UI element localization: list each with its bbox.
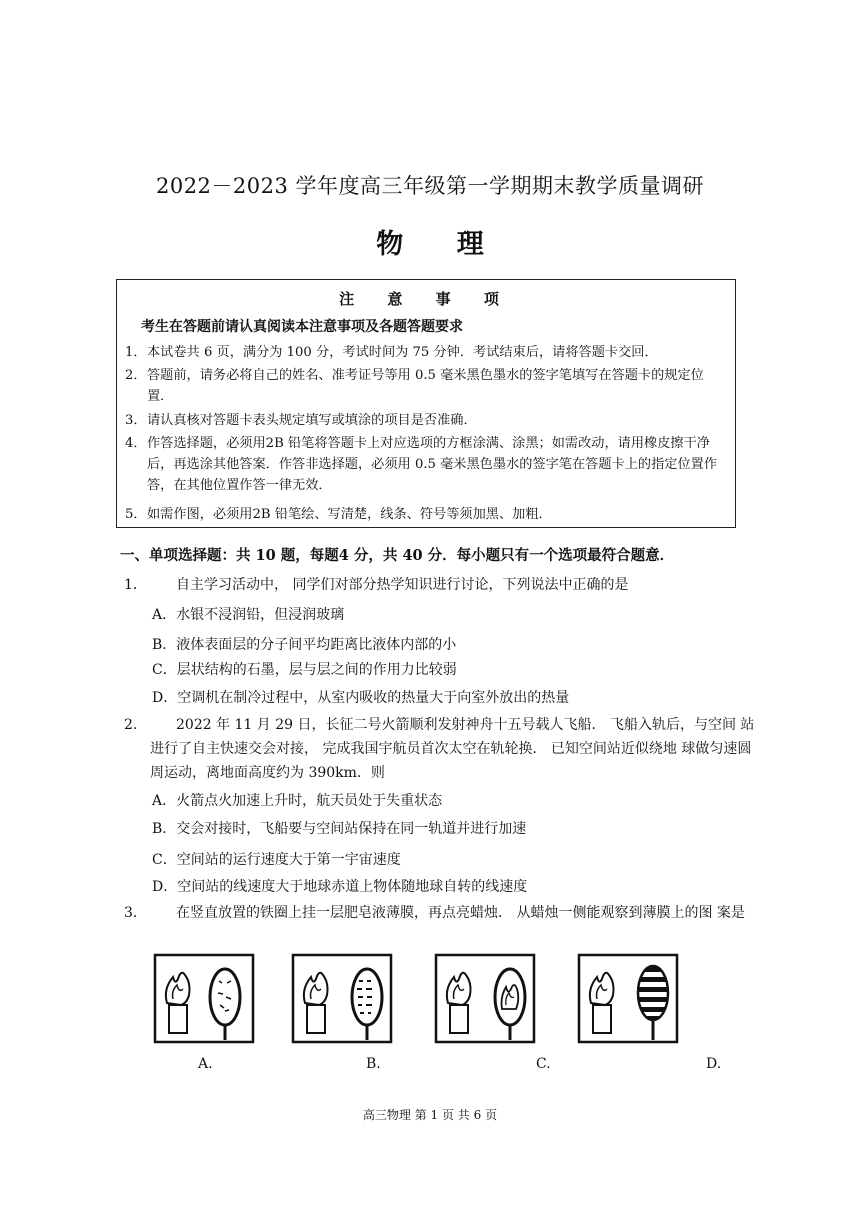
notice-heading: 注 意 事 项 — [339, 290, 513, 308]
option-d: D．空间站的线速度大于地球赤道上物体随地球自转的线速度 — [152, 879, 528, 895]
notice-item — [125, 342, 729, 363]
figure-b-label: B. — [366, 1056, 381, 1072]
question-stem: 2022 年 11 月 29 日，长征二号火箭顺利发射神舟十五号载人飞船． 飞船入轨后，与空间 站进行了自主快速交会对接， 完成我国宇航员首次太空在轨轮换． 已知空间站近似绕地 球做匀速圆周运动，离地面高度约为 390km．则 — [150, 717, 755, 781]
notice-item — [125, 433, 729, 496]
figure-c-image — [434, 953, 536, 1044]
question-2 — [124, 713, 758, 785]
page-footer: 高三物理 第 1 页 共 6 页 — [362, 1108, 498, 1122]
question-number: 1． — [124, 577, 147, 593]
figure-d-image — [577, 953, 679, 1044]
exam-title: 2022－2023 学年度高三年级第一学期期末教学质量调研 — [155, 174, 705, 198]
option-d: D．空调机在制冷过程中，从室内吸收的热量大于向室外放出的热量 — [152, 690, 570, 706]
notice-item-number: 2． — [125, 368, 147, 383]
notice-item — [125, 410, 729, 431]
notice-box — [116, 279, 736, 528]
figure-c-label: C. — [536, 1056, 551, 1072]
option-a: A．水银不浸润铅，但浸润玻璃 — [152, 607, 345, 623]
figure-b-image — [291, 953, 393, 1044]
figure-a-label: A. — [198, 1056, 213, 1072]
notice-item-text: 请认真核对答题卡表头规定填写或填涂的项目是否准确． — [147, 413, 477, 428]
question-3 — [124, 901, 758, 925]
notice-item — [125, 365, 729, 407]
notice-item-number: 1． — [125, 345, 147, 360]
notice-item-number: 3． — [125, 413, 147, 428]
option-c: C．空间站的运行速度大于第一宇宙速度 — [152, 852, 401, 868]
notice-item-text: 答题前，请务必将自己的姓名、准考证号等用 0.5 毫米黑色墨水的签字笔填写在答题卡的规定位置． — [147, 368, 704, 404]
section-title: 一、单项选择题：共 10 题，每题4 分，共 40 分．每小题只有一个选项最符合题意． — [120, 547, 675, 564]
question-number: 2． — [124, 717, 147, 733]
notice-item-number: 5． — [125, 507, 147, 522]
notice-item-text: 本试卷共 6 页，满分为 100 分，考试时间为 75 分钟．考试结束后，请将答题卡交回． — [147, 345, 658, 360]
notice-item — [125, 504, 729, 525]
subject-title: 物 理 — [376, 229, 506, 260]
question-stem: 自主学习活动中， 同学们对部分热学知识进行讨论，下列说法中正确的是 — [176, 577, 629, 593]
option-a: A．火箭点火加速上升时，航天员处于失重状态 — [152, 793, 443, 809]
option-b: B．液体表面层的分子间平均距离比液体内部的小 — [152, 637, 457, 653]
question-stem: 在竖直放置的铁圈上挂一层肥皂液薄膜，再点亮蜡烛． 从蜡烛一侧能观察到薄膜上的图 案是 — [176, 905, 745, 921]
notice-item-text: 如需作图，必须用2B 铅笔绘、写清楚，线条、符号等须加黑、加粗． — [147, 507, 552, 522]
notice-item-text: 作答选择题，必须用2B 铅笔将答题卡上对应选项的方框涂满、涂黑；如需改动，请用橡皮擦干净后，再选涂其他答案．作答非选择题，必须用 0.5 毫米黑色墨水的签字笔在答题卡上的指定位置作答，在其他位置作答一律无效． — [147, 436, 718, 493]
question-1 — [124, 573, 758, 597]
option-c: C．层状结构的石墨，层与层之间的作用力比较弱 — [152, 662, 457, 678]
question-number: 3． — [124, 905, 147, 921]
figure-d-label: D. — [706, 1056, 722, 1072]
option-b: B．交会对接时，飞船要与空间站保持在同一轨道并进行加速 — [152, 821, 527, 837]
notice-item-number: 4． — [125, 436, 147, 451]
figure-a-image — [153, 953, 255, 1044]
notice-subheading: 考生在答题前请认真阅读本注意事项及各题答题要求 — [141, 319, 463, 335]
